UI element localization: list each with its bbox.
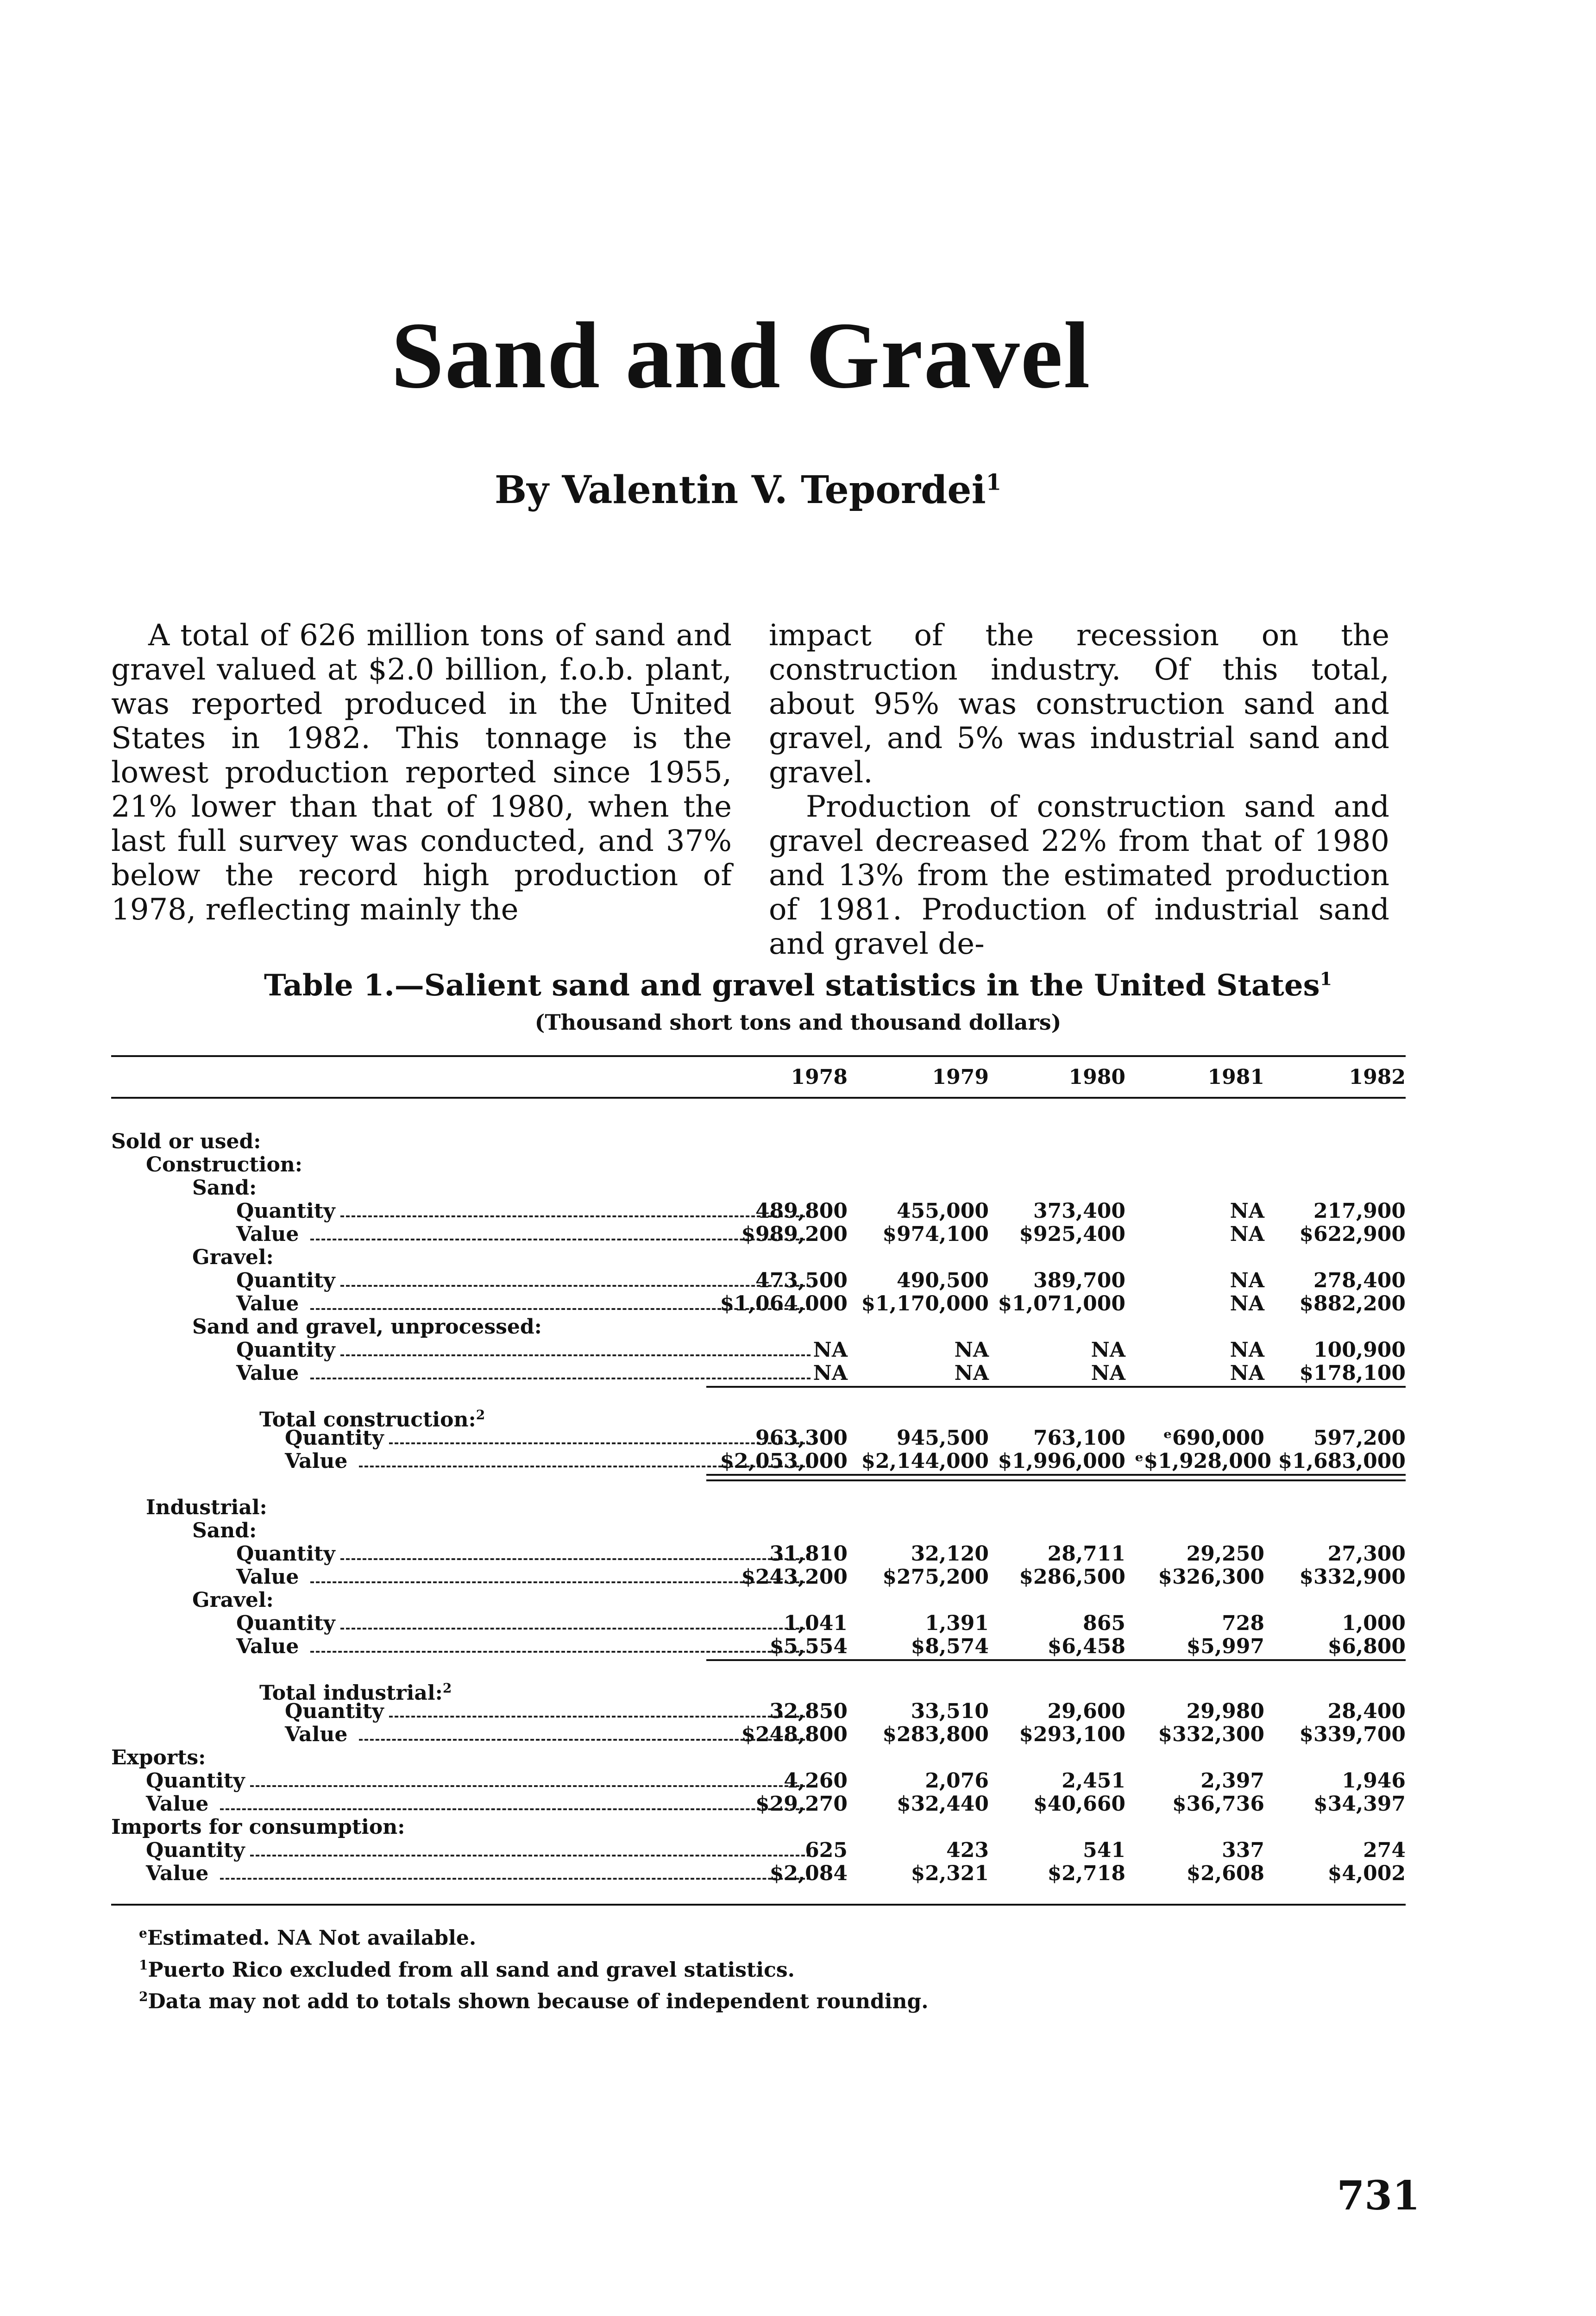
table-cell: ᵉ$1,928,000 [1135, 1449, 1272, 1473]
value-row [111, 1292, 1406, 1315]
body-text [111, 618, 1399, 961]
row-label: Value [236, 1565, 299, 1589]
paragraph: A total of 626 million tons of sand and gravel valued at $2.0 billion, f.o.b. plant, was reported produced in the United States in 1982. This tonnage is the lowest production reported since 1955, 21% lower than that of 1980, when the last full survey was conducted, and 37% below the record high production of 1978, reflecting mainly the [111, 618, 732, 927]
quantity-row [111, 1339, 1406, 1362]
table-cell: $2,144,000 [861, 1449, 989, 1473]
table-cell: $332,900 [1299, 1565, 1406, 1589]
table-footnotes [139, 1920, 929, 2015]
total-double-underline-2 [706, 1479, 1406, 1481]
table-cell: NA [1230, 1222, 1264, 1246]
table-cell: $8,574 [911, 1635, 989, 1658]
row-label: Value [146, 1792, 209, 1816]
table-cell: 2,397 [1200, 1769, 1264, 1793]
table-subtitle: (Thousand short tons and thousand dollars) [534, 1010, 1062, 1035]
footnote-mark: 1 [139, 1957, 148, 1973]
table-cell: $1,071,000 [998, 1292, 1125, 1315]
table-cell: 29,980 [1186, 1699, 1264, 1723]
quantity-row [111, 1269, 1406, 1292]
table-cell: 2,076 [925, 1769, 989, 1793]
total-heading-row [111, 1403, 1406, 1432]
table-cell: 32,120 [911, 1542, 989, 1566]
row-heading: Gravel: [192, 1588, 274, 1612]
table-cell: $1,683,000 [1278, 1449, 1406, 1473]
footnote-mark: 2 [476, 1407, 485, 1422]
right-column [769, 618, 1389, 961]
table-cell: 945,500 [896, 1426, 989, 1450]
row-label: Value [236, 1635, 299, 1658]
footnote-1: $^1$Puerto Rico excluded from all sand and gravel statistics. [139, 1957, 795, 1982]
table-cell: 27,300 [1327, 1542, 1406, 1566]
table-header-rule [111, 1097, 1406, 1099]
table-cell: 100,900 [1313, 1338, 1406, 1362]
table-cell: $989,200 [741, 1222, 848, 1246]
table-cell: $5,554 [769, 1635, 848, 1658]
value-row [111, 1793, 1406, 1816]
table-cell: 1,041 [784, 1611, 848, 1635]
row-heading: Total construction:$^2$ [259, 1407, 485, 1432]
table-cell: 4,260 [784, 1769, 848, 1793]
section-heading-row [111, 1816, 1406, 1839]
table-cell: 423 [946, 1838, 989, 1862]
row-label: Value [146, 1862, 209, 1885]
table-cell: 865 [1083, 1611, 1125, 1635]
footnote-2: $^2$Data may not add to totals shown because of independent rounding. [139, 1989, 929, 2014]
table-cell: $339,700 [1299, 1723, 1406, 1746]
byline [0, 468, 1496, 512]
table-cell: $2,053,000 [720, 1449, 848, 1473]
row-label: Quantity [285, 1699, 384, 1723]
value-row [111, 1223, 1406, 1246]
row-heading: Sold or used: [111, 1130, 261, 1153]
value-row [111, 1723, 1406, 1746]
table-cell: $2,608 [1186, 1862, 1264, 1885]
row-label: Quantity [146, 1769, 245, 1793]
section-heading-row [111, 1315, 1406, 1339]
table-cell: $1,170,000 [861, 1292, 989, 1315]
table-cell: $283,800 [882, 1723, 989, 1746]
value-row [111, 1362, 1406, 1385]
table-cell: 337 [1222, 1838, 1264, 1862]
quantity-row [111, 1542, 1406, 1566]
table-cell: $34,397 [1313, 1792, 1406, 1816]
table-cell: $1,996,000 [998, 1449, 1125, 1473]
row-label: Value [285, 1723, 348, 1746]
value-row [111, 1450, 1406, 1473]
table-title-text: Table 1.—Salient sand and gravel statistics in the United States [264, 968, 1320, 1003]
table-cell: $32,440 [896, 1792, 989, 1816]
table-cell: $4,002 [1327, 1862, 1406, 1885]
table-cell: 1,000 [1342, 1611, 1406, 1635]
table-cell: NA [1230, 1338, 1264, 1362]
footnote-estimated: $^e$Estimated. NA Not available. [139, 1926, 477, 1950]
section-heading-row [111, 1177, 1406, 1200]
table-cell: 274 [1363, 1838, 1406, 1862]
table-cell: 31,810 [769, 1542, 848, 1566]
year-header: 1981 [1207, 1065, 1264, 1089]
row-heading: Gravel: [192, 1246, 274, 1269]
table-cell: 1,946 [1342, 1769, 1406, 1793]
table-cell: $36,736 [1172, 1792, 1264, 1816]
row-label: Quantity [146, 1838, 245, 1862]
table-cell: NA [954, 1361, 989, 1385]
footnote-mark: 2 [139, 1989, 148, 2005]
section-heading-row [111, 1153, 1406, 1177]
table-cell: $2,718 [1047, 1862, 1125, 1885]
footnote-mark: 2 [442, 1680, 452, 1696]
table-title-footnote-mark: 1 [1320, 968, 1332, 989]
table-cell: 28,711 [1047, 1542, 1125, 1566]
row-heading: Sand: [192, 1519, 257, 1542]
section-heading-row [111, 1130, 1406, 1153]
table-cell: $248,800 [741, 1723, 848, 1746]
table-cell: $286,500 [1019, 1565, 1125, 1589]
table-cell: 625 [805, 1838, 848, 1862]
total-heading-row [111, 1677, 1406, 1705]
footnote-mark: e [139, 1926, 147, 1941]
table-cell: 490,500 [896, 1269, 989, 1292]
value-row [111, 1566, 1406, 1589]
table-title [0, 968, 1596, 1003]
table-bottom-rule [111, 1904, 1406, 1906]
table-cell: $925,400 [1019, 1222, 1125, 1246]
section-heading-row [111, 1496, 1406, 1519]
table-cell: 963,300 [755, 1426, 848, 1450]
row-label: Value [236, 1361, 299, 1385]
table-cell: $29,270 [755, 1792, 848, 1816]
table-cell: NA [1091, 1361, 1125, 1385]
table-cell: $5,997 [1186, 1635, 1264, 1658]
quantity-row [111, 1612, 1406, 1635]
paragraph: impact of the recession on the construction industry. Of this total, about 95% was construction sand and gravel, and 5% was industrial sand and gravel. [769, 618, 1389, 790]
year-header: 1979 [932, 1065, 989, 1089]
table-cell: 541 [1083, 1838, 1125, 1862]
table-cell: 597,200 [1313, 1426, 1406, 1450]
row-heading: Imports for consumption: [111, 1815, 405, 1839]
quantity-row [111, 1839, 1406, 1862]
year-header: 1982 [1349, 1065, 1406, 1089]
year-header: 1980 [1068, 1065, 1125, 1089]
table-cell: $243,200 [741, 1565, 848, 1589]
page-number: 731 [1337, 2172, 1420, 2219]
table-cell: 1,391 [925, 1611, 989, 1635]
row-heading: Construction: [146, 1153, 303, 1177]
table-cell: 32,850 [769, 1699, 848, 1723]
quantity-row [111, 1700, 1406, 1723]
table-cell: 763,100 [1033, 1426, 1125, 1450]
table-cell: $178,100 [1299, 1361, 1406, 1385]
table-cell: NA [1230, 1292, 1264, 1315]
table-top-rule [111, 1055, 1406, 1057]
row-label: Quantity [236, 1338, 335, 1362]
row-label: Quantity [285, 1426, 384, 1450]
table-cell: 389,700 [1033, 1269, 1125, 1292]
section-heading-row [111, 1246, 1406, 1269]
table-cell: 29,600 [1047, 1699, 1125, 1723]
table-cell: NA [813, 1361, 848, 1385]
left-column [111, 618, 732, 927]
row-heading: Exports: [111, 1746, 206, 1769]
table-cell: $974,100 [882, 1222, 989, 1246]
row-label: Value [285, 1449, 348, 1473]
year-header: 1978 [791, 1065, 848, 1089]
row-heading: Total industrial:$^2$ [259, 1680, 452, 1705]
row-label: Quantity [236, 1269, 335, 1292]
row-label: Quantity [236, 1199, 335, 1223]
row-heading: Sand: [192, 1176, 257, 1200]
quantity-row [111, 1769, 1406, 1793]
table-cell: $6,800 [1327, 1635, 1406, 1658]
author-name: By Valentin V. Tepordei [494, 468, 986, 512]
table-cell: NA [954, 1338, 989, 1362]
table-cell: 728 [1222, 1611, 1264, 1635]
table-cell: $293,100 [1019, 1723, 1125, 1746]
total-double-underline-1 [706, 1474, 1406, 1476]
row-heading: Sand and gravel, unprocessed: [192, 1315, 542, 1339]
value-row [111, 1862, 1406, 1885]
row-label: Value [236, 1222, 299, 1246]
page-title: Sand and Gravel [391, 303, 1091, 408]
quantity-row [111, 1200, 1406, 1223]
table-cell: $40,660 [1033, 1792, 1125, 1816]
table-cell: $332,300 [1158, 1723, 1264, 1746]
table-cell: ᵉ690,000 [1163, 1426, 1264, 1450]
table-cell: 29,250 [1186, 1542, 1264, 1566]
table-cell: $2,321 [911, 1862, 989, 1885]
table-cell: 217,900 [1313, 1199, 1406, 1223]
table-cell: NA [1230, 1269, 1264, 1292]
table-cell: 33,510 [911, 1699, 989, 1723]
row-label: Quantity [236, 1542, 335, 1566]
row-label: Quantity [236, 1611, 335, 1635]
table-cell: 489,800 [755, 1199, 848, 1223]
table-cell: 2,451 [1062, 1769, 1125, 1793]
section-heading-row [111, 1589, 1406, 1612]
table-cell: $6,458 [1047, 1635, 1125, 1658]
table-cell: NA [1091, 1338, 1125, 1362]
table-cell: $622,900 [1299, 1222, 1406, 1246]
section-heading-row [111, 1746, 1406, 1769]
subtotal-underline [706, 1386, 1406, 1388]
table-cell: $2,084 [769, 1862, 848, 1885]
table-cell: $326,300 [1158, 1565, 1264, 1589]
row-heading: Industrial: [146, 1496, 267, 1519]
table-cell: NA [1230, 1361, 1264, 1385]
quantity-row [111, 1427, 1406, 1450]
table-cell: $882,200 [1299, 1292, 1406, 1315]
table-cell: NA [813, 1338, 848, 1362]
section-heading-row [111, 1519, 1406, 1542]
value-row [111, 1635, 1406, 1658]
row-label: Value [236, 1292, 299, 1315]
table-cell: $1,064,000 [720, 1292, 848, 1315]
table-cell: 278,400 [1313, 1269, 1406, 1292]
table-cell: NA [1230, 1199, 1264, 1223]
table-cell: 455,000 [896, 1199, 989, 1223]
author-footnote-mark: 1 [986, 469, 1002, 496]
subtotal-underline [706, 1659, 1406, 1661]
table-cell: $275,200 [882, 1565, 989, 1589]
paragraph: Production of construction sand and gravel decreased 22% from that of 1980 and 13% from the estimated production of 1981. Production of industrial sand and gravel de- [769, 790, 1389, 961]
table-cell: 28,400 [1327, 1699, 1406, 1723]
table-cell: 373,400 [1033, 1199, 1125, 1223]
table-cell: 473,500 [755, 1269, 848, 1292]
